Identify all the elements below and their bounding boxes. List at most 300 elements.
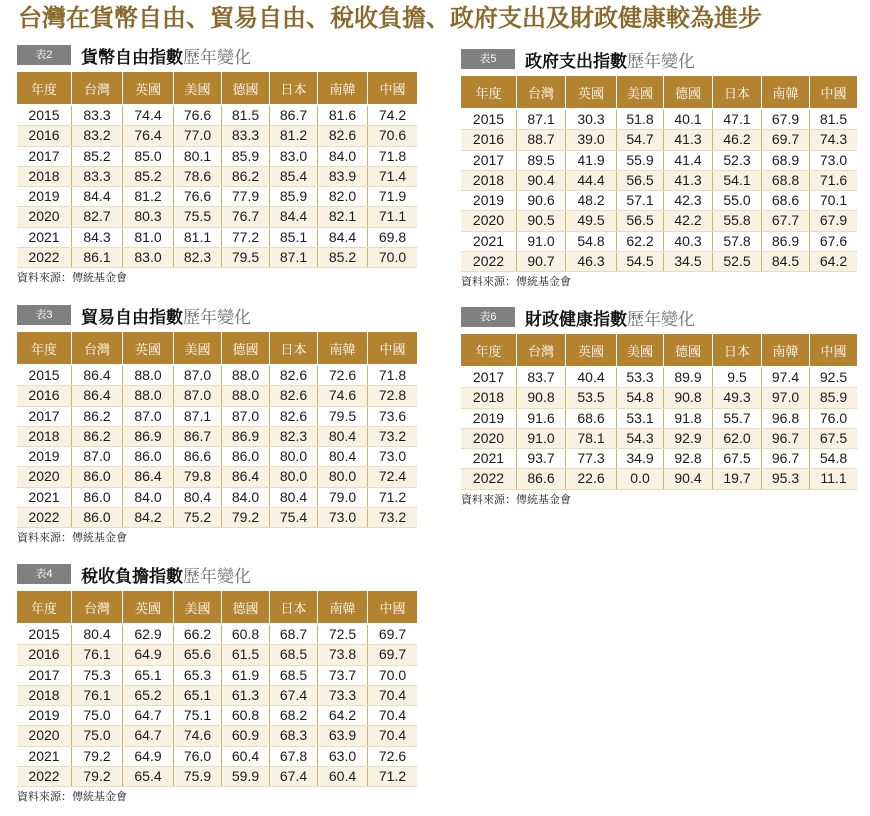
table-row	[17, 508, 417, 528]
table-cell: 90.6	[517, 191, 566, 210]
table-cell: 80.0	[318, 467, 368, 486]
table-cell: 79.8	[174, 467, 222, 486]
table-cell: 82.6	[270, 386, 318, 405]
table-row	[461, 211, 857, 231]
column-header: 年度	[461, 334, 517, 366]
table-cell: 65.4	[123, 767, 174, 786]
table-heading	[17, 44, 417, 66]
table-cell: 80.0	[270, 447, 318, 466]
column-header: 台灣	[72, 332, 123, 364]
table-cell: 74.4	[123, 106, 174, 125]
table-cell: 89.9	[664, 368, 713, 387]
table-cell: 30.3	[566, 110, 617, 129]
table-cell: 64.7	[123, 726, 174, 745]
table-heading	[461, 306, 857, 328]
table-cell: 68.6	[566, 409, 617, 428]
table-heading	[17, 563, 417, 585]
table-title: 財政健康指數	[525, 309, 627, 329]
table-cell: 83.3	[222, 126, 270, 145]
table-cell: 93.7	[517, 449, 566, 468]
table-cell: 86.6	[517, 469, 566, 488]
column-header: 德國	[222, 591, 270, 623]
table-row	[461, 469, 857, 489]
table-row	[17, 187, 417, 207]
table-cell: 34.9	[617, 449, 664, 468]
year-cell: 2015	[17, 625, 72, 644]
trade-freedom-table	[17, 332, 417, 528]
table-cell: 72.4	[378, 468, 407, 485]
column-header: 中國	[820, 343, 847, 359]
table-number-tag: 表4	[17, 564, 71, 584]
table-cell: 76.7	[222, 207, 270, 226]
year-cell: 2019	[461, 191, 517, 210]
table-cell: 87.0	[72, 447, 123, 466]
table-cell: 70.4	[378, 686, 407, 703]
table-row	[461, 130, 857, 150]
table-cell: 75.2	[174, 508, 222, 527]
table-cell: 55.8	[713, 211, 762, 230]
table-cell: 88.7	[517, 130, 566, 149]
table-cell: 87.1	[270, 248, 318, 267]
table-cell: 85.9	[819, 389, 848, 406]
table-cell: 69.8	[378, 228, 407, 245]
table-cell: 76.1	[72, 686, 123, 705]
column-header: 年度	[17, 591, 72, 623]
table-cell: 80.0	[270, 467, 318, 486]
table-row	[17, 386, 417, 406]
page-title: 台灣在貨幣自由、貿易自由、稅收負擔、政府支出及財政健康較為進步	[18, 6, 762, 32]
column-header: 中國	[379, 341, 406, 357]
table-cell: 70.6	[378, 127, 407, 144]
table-cell: 54.8	[819, 450, 848, 467]
table-cell: 86.7	[174, 427, 222, 446]
year-cell: 2020	[461, 211, 517, 230]
table-cell: 53.5	[566, 388, 617, 407]
table-cell: 11.1	[820, 470, 847, 487]
table-row	[17, 467, 417, 487]
table-cell: 85.9	[222, 147, 270, 166]
table-cell: 97.0	[762, 388, 810, 407]
table-cell: 86.0	[72, 508, 123, 527]
column-header: 台灣	[72, 72, 123, 104]
table-cell: 76.1	[72, 645, 123, 664]
table-row	[461, 232, 857, 252]
table-cell: 64.2	[318, 706, 368, 725]
table-heading	[17, 304, 417, 326]
year-cell: 2019	[17, 706, 72, 725]
table-cell: 69.7	[762, 130, 810, 149]
column-header: 德國	[222, 332, 270, 364]
table-cell: 71.2	[378, 768, 407, 785]
table-row	[17, 147, 417, 167]
table-cell: 84.5	[762, 252, 810, 271]
table-row	[17, 126, 417, 146]
table-cell: 61.3	[222, 686, 270, 705]
table-cell: 80.4	[318, 427, 368, 446]
table-cell: 86.4	[72, 366, 123, 385]
table-cell: 67.9	[819, 212, 848, 229]
table-row	[17, 207, 417, 227]
column-header: 南韓	[318, 72, 368, 104]
column-header: 英國	[566, 334, 617, 366]
table-cell: 69.7	[378, 646, 407, 663]
table-cell: 61.5	[222, 645, 270, 664]
table-cell: 65.3	[174, 666, 222, 685]
table-cell: 39.0	[566, 130, 617, 149]
column-header: 德國	[664, 76, 713, 108]
table-cell: 89.5	[517, 151, 566, 170]
table-cell: 74.3	[819, 131, 848, 148]
table-cell: 79.5	[222, 248, 270, 267]
table-cell: 73.3	[318, 686, 368, 705]
table-row	[17, 366, 417, 386]
table-cell: 83.0	[123, 248, 174, 267]
column-header: 年度	[461, 76, 517, 108]
table-cell: 91.8	[664, 409, 713, 428]
table-cell: 80.3	[123, 207, 174, 226]
table-cell: 84.0	[222, 488, 270, 507]
column-header: 台灣	[517, 76, 566, 108]
table-cell: 76.4	[123, 126, 174, 145]
table-title-suffix: 歷年變化	[627, 309, 695, 329]
table-cell: 71.6	[819, 171, 848, 188]
table-cell: 56.5	[617, 211, 664, 230]
table-number-tag: 表6	[461, 307, 515, 327]
year-cell: 2018	[461, 388, 517, 407]
trade-freedom-section	[17, 304, 417, 545]
table-cell: 67.5	[819, 429, 848, 446]
table-cell: 80.1	[174, 147, 222, 166]
year-cell: 2018	[17, 686, 72, 705]
table-cell: 86.4	[222, 467, 270, 486]
table-cell: 77.0	[174, 126, 222, 145]
column-header: 英國	[123, 332, 174, 364]
table-cell: 67.4	[270, 767, 318, 786]
year-cell: 2020	[461, 429, 517, 448]
table-heading	[461, 48, 857, 70]
table-title: 貿易自由指數	[81, 307, 183, 327]
table-row	[461, 151, 857, 171]
table-cell: 75.1	[174, 706, 222, 725]
table-cell: 41.9	[566, 151, 617, 170]
year-cell: 2015	[17, 106, 72, 125]
table-cell: 76.6	[174, 187, 222, 206]
year-cell: 2015	[17, 366, 72, 385]
table-cell: 86.0	[222, 447, 270, 466]
column-header: 美國	[174, 591, 222, 623]
table-cell: 92.9	[664, 429, 713, 448]
table-cell: 90.4	[664, 469, 713, 488]
year-cell: 2022	[17, 767, 72, 786]
table-row	[17, 767, 417, 787]
table-row	[17, 488, 417, 508]
column-header: 中國	[820, 85, 847, 101]
table-title-suffix: 歷年變化	[627, 51, 695, 71]
table-cell: 92.8	[664, 449, 713, 468]
year-cell: 2021	[461, 232, 517, 251]
year-cell: 2022	[461, 252, 517, 271]
table-cell: 81.6	[318, 106, 368, 125]
table-cell: 81.2	[270, 126, 318, 145]
table-cell: 70.0	[378, 666, 407, 683]
table-header-row	[461, 334, 857, 366]
monetary-freedom-table	[17, 72, 417, 268]
column-header: 美國	[617, 76, 664, 108]
table-cell: 73.7	[318, 666, 368, 685]
table-title: 政府支出指數	[525, 51, 627, 71]
table-header-row	[17, 591, 417, 623]
table-cell: 60.8	[222, 706, 270, 725]
column-header: 英國	[123, 72, 174, 104]
table-cell: 71.9	[378, 188, 407, 205]
year-cell: 2021	[17, 488, 72, 507]
table-cell: 83.0	[270, 147, 318, 166]
table-row	[17, 407, 417, 427]
table-cell: 41.4	[664, 151, 713, 170]
year-cell: 2021	[461, 449, 517, 468]
table-cell: 53.3	[617, 368, 664, 387]
table-cell: 68.3	[270, 726, 318, 745]
table-cell: 22.6	[566, 469, 617, 488]
table-row	[17, 106, 417, 126]
table-cell: 60.8	[222, 625, 270, 644]
table-cell: 90.7	[517, 252, 566, 271]
table-cell: 79.2	[72, 747, 123, 766]
column-header: 南韓	[762, 76, 810, 108]
source-note: 資料來源：傳統基金會	[461, 276, 571, 289]
year-cell: 2019	[17, 187, 72, 206]
table-cell: 19.7	[713, 469, 762, 488]
table-cell: 67.8	[270, 747, 318, 766]
table-cell: 0.0	[617, 469, 664, 488]
government-spending-table	[461, 76, 857, 272]
table-cell: 74.6	[318, 386, 368, 405]
table-cell: 78.6	[174, 167, 222, 186]
table-cell: 86.9	[762, 232, 810, 251]
year-cell: 2022	[17, 248, 72, 267]
table-cell: 70.4	[378, 727, 407, 744]
table-cell: 52.3	[713, 151, 762, 170]
table-cell: 86.9	[222, 427, 270, 446]
table-header-row	[17, 332, 417, 364]
table-cell: 64.7	[123, 706, 174, 725]
table-cell: 64.9	[123, 645, 174, 664]
table-cell: 82.3	[174, 248, 222, 267]
table-cell: 55.0	[713, 191, 762, 210]
year-cell: 2021	[17, 228, 72, 247]
table-cell: 84.4	[318, 228, 368, 247]
table-cell: 71.4	[378, 167, 407, 184]
table-cell: 62.9	[123, 625, 174, 644]
table-cell: 74.6	[174, 726, 222, 745]
table-cell: 62.2	[617, 232, 664, 251]
table-cell: 67.7	[762, 211, 810, 230]
table-cell: 86.6	[174, 447, 222, 466]
table-cell: 68.5	[270, 666, 318, 685]
table-cell: 60.4	[318, 767, 368, 786]
table-cell: 96.7	[762, 449, 810, 468]
table-cell: 72.5	[318, 625, 368, 644]
column-header: 年度	[17, 72, 72, 104]
table-cell: 65.2	[123, 686, 174, 705]
table-cell: 88.0	[123, 386, 174, 405]
table-cell: 67.6	[819, 232, 848, 249]
year-cell: 2016	[17, 645, 72, 664]
table-cell: 44.4	[566, 171, 617, 190]
table-row	[17, 645, 417, 665]
table-row	[17, 726, 417, 746]
table-cell: 79.2	[222, 508, 270, 527]
table-cell: 34.5	[664, 252, 713, 271]
year-cell: 2019	[17, 447, 72, 466]
table-cell: 84.2	[123, 508, 174, 527]
table-cell: 77.2	[222, 228, 270, 247]
monetary-freedom-section	[17, 44, 417, 285]
table-cell: 90.5	[517, 211, 566, 230]
table-cell: 63.0	[318, 747, 368, 766]
table-cell: 59.9	[222, 767, 270, 786]
table-cell: 65.6	[174, 645, 222, 664]
table-cell: 81.0	[123, 228, 174, 247]
table-cell: 54.8	[566, 232, 617, 251]
table-cell: 79.0	[318, 488, 368, 507]
table-cell: 71.8	[378, 147, 407, 164]
table-cell: 85.2	[123, 167, 174, 186]
column-header: 英國	[566, 76, 617, 108]
year-cell: 2021	[17, 747, 72, 766]
table-cell: 83.2	[72, 126, 123, 145]
table-cell: 64.2	[819, 253, 848, 270]
table-cell: 80.4	[72, 625, 123, 644]
table-cell: 86.2	[72, 407, 123, 426]
table-cell: 88.0	[123, 366, 174, 385]
table-cell: 54.7	[617, 130, 664, 149]
table-cell: 84.0	[318, 147, 368, 166]
table-number-tag: 表2	[17, 45, 71, 65]
table-row	[17, 666, 417, 686]
table-cell: 92.5	[819, 369, 848, 385]
table-cell: 86.2	[222, 167, 270, 186]
table-cell: 97.4	[762, 368, 810, 387]
table-cell: 85.2	[318, 248, 368, 267]
table-row	[17, 706, 417, 726]
table-cell: 77.9	[222, 187, 270, 206]
table-cell: 71.2	[378, 488, 407, 505]
table-cell: 96.8	[762, 409, 810, 428]
year-cell: 2017	[17, 147, 72, 166]
table-cell: 85.9	[270, 187, 318, 206]
table-cell: 73.6	[378, 407, 407, 424]
table-cell: 67.4	[270, 686, 318, 705]
table-cell: 82.0	[318, 187, 368, 206]
table-title: 貨幣自由指數	[81, 47, 183, 67]
table-cell: 87.1	[174, 407, 222, 426]
column-header: 日本	[270, 591, 318, 623]
table-cell: 95.3	[762, 469, 810, 488]
table-cell: 80.4	[270, 488, 318, 507]
table-cell: 54.3	[617, 429, 664, 448]
table-cell: 73.2	[378, 427, 407, 444]
table-cell: 91.0	[517, 232, 566, 251]
table-cell: 81.5	[819, 111, 848, 127]
table-row	[461, 388, 857, 408]
table-row	[461, 191, 857, 211]
column-header: 美國	[174, 72, 222, 104]
table-cell: 76.0	[819, 409, 848, 426]
table-row	[461, 252, 857, 272]
year-cell: 2016	[17, 126, 72, 145]
year-cell: 2020	[17, 467, 72, 486]
table-cell: 86.9	[123, 427, 174, 446]
year-cell: 2016	[461, 130, 517, 149]
table-cell: 51.8	[617, 110, 664, 129]
table-cell: 41.3	[664, 130, 713, 149]
table-cell: 76.6	[174, 106, 222, 125]
table-cell: 86.1	[72, 248, 123, 267]
table-cell: 42.3	[664, 191, 713, 210]
table-cell: 75.0	[72, 706, 123, 725]
table-cell: 64.9	[123, 747, 174, 766]
table-cell: 83.9	[318, 167, 368, 186]
table-cell: 80.4	[174, 488, 222, 507]
table-cell: 52.5	[713, 252, 762, 271]
column-header: 年度	[17, 332, 72, 364]
year-cell: 2019	[461, 409, 517, 428]
year-cell: 2022	[461, 469, 517, 488]
table-cell: 90.4	[517, 171, 566, 190]
government-spending-section	[461, 48, 857, 289]
table-row	[461, 429, 857, 449]
table-cell: 75.0	[72, 726, 123, 745]
table-cell: 46.3	[566, 252, 617, 271]
table-cell: 75.9	[174, 767, 222, 786]
column-header: 南韓	[762, 334, 810, 366]
table-cell: 83.3	[72, 106, 123, 125]
table-cell: 84.0	[123, 488, 174, 507]
table-cell: 61.9	[222, 666, 270, 685]
table-number-tag: 表3	[17, 305, 71, 325]
table-title-suffix: 歷年變化	[183, 307, 251, 327]
table-cell: 65.1	[123, 666, 174, 685]
table-row	[17, 427, 417, 447]
table-row	[461, 171, 857, 191]
table-cell: 91.0	[517, 429, 566, 448]
table-cell: 86.4	[123, 467, 174, 486]
table-cell: 82.7	[72, 207, 123, 226]
table-cell: 82.3	[270, 427, 318, 446]
tax-burden-section	[17, 563, 417, 804]
table-cell: 84.4	[270, 207, 318, 226]
table-cell: 47.1	[713, 110, 762, 129]
table-cell: 82.6	[318, 126, 368, 145]
table-row	[17, 447, 417, 467]
table-cell: 85.2	[72, 147, 123, 166]
year-cell: 2022	[17, 508, 72, 527]
column-header: 日本	[713, 76, 762, 108]
year-cell: 2017	[461, 151, 517, 170]
table-cell: 53.1	[617, 409, 664, 428]
table-row	[17, 167, 417, 187]
table-cell: 81.1	[174, 228, 222, 247]
table-cell: 71.8	[378, 367, 407, 383]
source-note: 資料來源：傳統基金會	[461, 493, 571, 506]
table-cell: 82.6	[270, 366, 318, 385]
table-cell: 49.3	[713, 388, 762, 407]
table-cell: 57.8	[713, 232, 762, 251]
table-title: 稅收負擔指數	[81, 566, 183, 586]
table-cell: 77.3	[566, 449, 617, 468]
column-header: 中國	[379, 600, 406, 616]
